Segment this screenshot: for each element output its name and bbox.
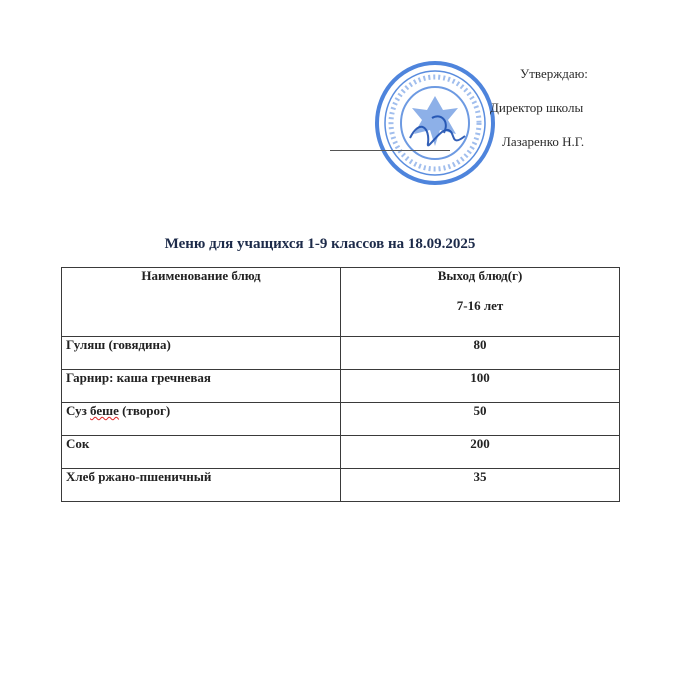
dish-name: Хлеб ржано-пшеничный (62, 469, 341, 502)
menu-title: Меню для учащихся 1-9 классов на 18.09.2025 (164, 236, 476, 252)
dish-yield: 200 (341, 436, 620, 469)
dish-name: Гарнир: каша гречневая (62, 370, 341, 403)
menu-table (61, 267, 620, 502)
table-header-row (62, 268, 620, 337)
table-row (62, 436, 620, 469)
dish-name (62, 403, 341, 436)
dish-name-rest: (творог) (122, 403, 171, 418)
dish-yield: 80 (341, 337, 620, 370)
dish-name-word: Суз (66, 403, 87, 418)
director-position: Директор школы (490, 100, 584, 115)
dish-yield: 50 (341, 403, 620, 436)
director-name: Лазаренко Н.Г. (502, 134, 585, 149)
header-age-label: 7-16 лет (456, 298, 504, 313)
dish-name: Гуляш (говядина) (62, 337, 341, 370)
header-yield (341, 268, 620, 337)
table-row (62, 370, 620, 403)
dish-name: Сок (62, 436, 341, 469)
dish-name-spellcheck-word: беше (90, 403, 119, 418)
header-yield-label: Выход блюд(г) (437, 268, 523, 283)
official-seal-icon (370, 58, 500, 188)
table-row (62, 403, 620, 436)
header-dish-name: Наименование блюд (62, 268, 341, 337)
table-row (62, 337, 620, 370)
table-row (62, 469, 620, 502)
approval-block (330, 58, 620, 188)
dish-yield: 35 (341, 469, 620, 502)
approve-label: Утверждаю: (520, 66, 588, 81)
signature-line (330, 150, 450, 151)
dish-yield: 100 (341, 370, 620, 403)
